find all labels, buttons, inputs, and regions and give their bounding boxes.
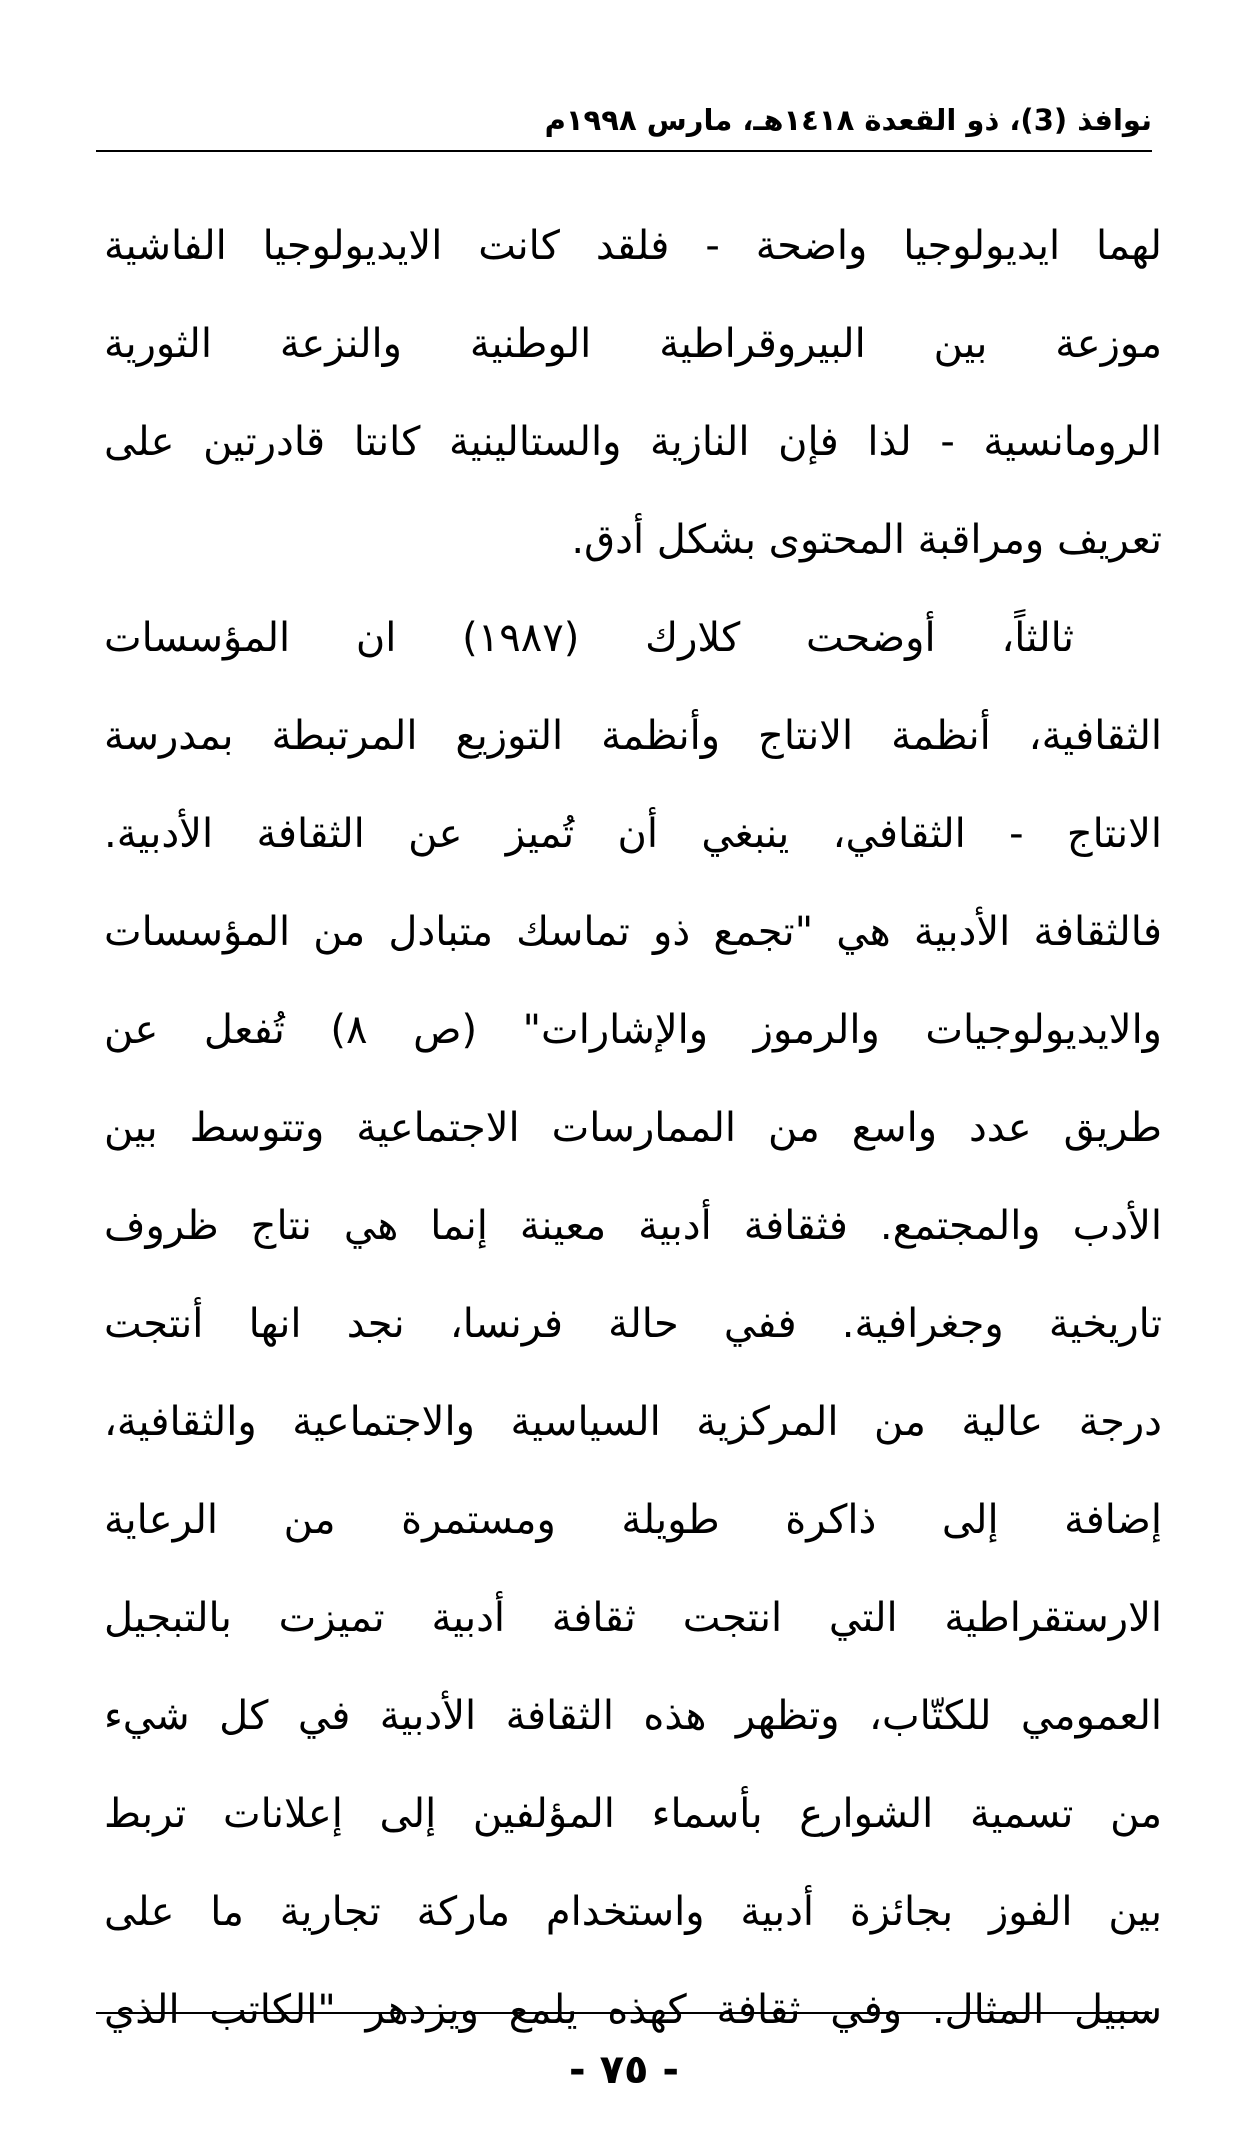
paragraph-2: [104, 589, 1162, 2059]
page-number: - ٧٥ -: [569, 2047, 679, 2093]
text-line: العمومي للكتّاب، وتظهر هذه الثقافة الأدبية في كل شيء: [104, 1693, 1162, 1739]
text-line: الارستقراطية التي انتجت ثقافة أدبية تميزت بالتبجيل: [104, 1595, 1162, 1641]
text-line: الانتاج - الثقافي، ينبغي أن تُميز عن الثقافة الأدبية.: [104, 811, 1162, 857]
text-line: الرومانسية - لذا فإن النازية والستالينية كانتا قادرتين على: [104, 419, 1162, 465]
paragraph-1: [104, 197, 1162, 589]
running-header: [96, 100, 1152, 140]
text-line: ثالثاً، أوضحت كلارك (١٩٨٧) ان المؤسسات: [104, 615, 1075, 661]
text-line: فالثقافة الأدبية هي "تجمع ذو تماسك متبادل من المؤسسات: [104, 909, 1162, 955]
text-line: طريق عدد واسع من الممارسات الاجتماعية وتتوسط بين: [104, 1105, 1162, 1151]
text-line: من تسمية الشوارع بأسماء المؤلفين إلى إعلانات تربط: [104, 1791, 1162, 1837]
text-line: تعريف ومراقبة المحتوى بشكل أدق.: [571, 517, 1162, 563]
text-line: لهما ايديولوجيا واضحة - فلقد كانت الايديولوجيا الفاشية: [104, 223, 1162, 269]
text-line: موزعة بين البيروقراطية الوطنية والنزعة الثورية: [104, 321, 1162, 367]
footer-divider: [96, 2012, 1152, 2014]
header-divider: [96, 150, 1152, 152]
text-line: بين الفوز بجائزة أدبية واستخدام ماركة تجارية ما على: [104, 1889, 1162, 1935]
text-line: الأدب والمجتمع. فثقافة أدبية معينة إنما هي نتاج ظروف: [104, 1203, 1162, 1249]
text-line: الثقافية، أنظمة الانتاج وأنظمة التوزيع المرتبطة بمدرسة: [104, 713, 1162, 759]
text-line: إضافة إلى ذاكرة طويلة ومستمرة من الرعاية: [104, 1497, 1162, 1543]
text-line: سبيل المثال. وفي ثقافة كهذه يلمع ويزدهر "الكاتب الذي: [104, 1987, 1162, 2033]
journal-running-head: نوافذ (3)، ذو القعدة ١٤١٨هـ، مارس ١٩٩٨م: [544, 103, 1152, 137]
body-text: [104, 197, 1162, 2059]
text-line: والايديولوجيات والرموز والإشارات" (ص ٨) تُفعل عن: [104, 1007, 1162, 1053]
text-line: تاريخية وجغرافية. ففي حالة فرنسا، نجد انها أنتجت: [104, 1301, 1162, 1347]
text-line: درجة عالية من المركزية السياسية والاجتماعية والثقافية،: [104, 1399, 1162, 1445]
